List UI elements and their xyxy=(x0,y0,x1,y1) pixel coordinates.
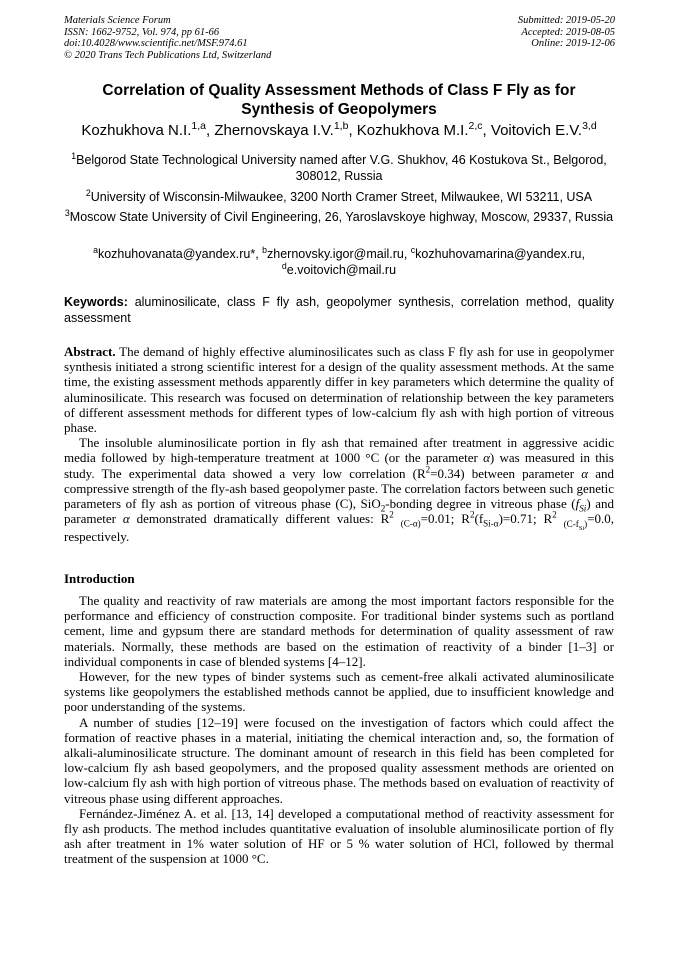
intro-paragraph: However, for the new types of binder systems such as cement-free alkali activated aluminosilicate systems like geopolymers the established methods cannot be applied, due to insufficient knowledge and poor understanding of the systems. xyxy=(64,669,614,715)
accepted-date: Accepted: 2019-08-05 xyxy=(521,26,615,38)
email-link[interactable]: kozhuhovamarina@yandex.ru xyxy=(415,247,582,261)
author-name: Zhernovskaya I.V. xyxy=(214,122,334,139)
abstract-text: -bonding degree in vitreous phase ( xyxy=(385,496,576,512)
author-name: Kozhukhova M.I. xyxy=(356,122,469,139)
keywords-label: Keywords: xyxy=(64,295,128,309)
abstract-text: demonstrated dramatically different values: R xyxy=(129,511,390,527)
issn-line: ISSN: 1662-9752, Vol. 974, pp 61-66 xyxy=(64,26,220,38)
affiliation-num: 2 xyxy=(85,187,91,198)
copyright-line: © 2020 Trans Tech Publications Ltd, Switzerland xyxy=(64,49,272,61)
abstract-text: ) was measured in this study. The experimental data showed a very low correlation (R xyxy=(64,450,614,481)
affiliation-num: 3 xyxy=(64,207,70,218)
author-sup: 1,a xyxy=(191,120,206,132)
affiliation-text: University of Wisconsin-Milwaukee, 3200 North Cramer Street, Milwaukee, WI 53211, USA xyxy=(90,190,593,204)
keywords-text: aluminosilicate, class F fly ash, geopolymer synthesis, correlation method, quality assessment xyxy=(64,295,614,325)
affiliation-1 xyxy=(64,152,614,184)
paper-title: Correlation of Quality Assessment Methods of Class F Fly as for Synthesis of Geopolymers xyxy=(102,82,576,118)
online-date: Online: 2019-12-06 xyxy=(531,38,615,49)
email-list: $^a$kozhuhovanata@yandex.ru*, $^b$zhernovsky.igor@mail.ru, $^c$kozhuhovamarina@yandex.ru, $^d$e.voitovich@mail.ru xyxy=(93,244,585,277)
affiliation-2 xyxy=(64,189,614,205)
abstract-text: and compressive strength of the fly-ash based geopolymer paste. The correlation factors between such genetic parameters of fly ash as portion of vitreous phase (C), SiO xyxy=(64,465,614,512)
submitted-date: Submitted: 2019-05-20 xyxy=(517,15,615,26)
journal-name: Materials Science Forum xyxy=(64,15,171,26)
abstract-text: The demand of highly effective aluminosilicates such as class F fly ash for use in geopolymer synthesis initiated a strong scientific interest for a design of the quality assessment methods. At the same time, the existing assessment methods apparently differ in key parameters which determine the quality of aluminosilicate. This research was focused on determination of relationship between the key parameters of different assessment methods for different types of low-calcium fly ash with high portion of vitreous phase. xyxy=(64,344,615,436)
email-link[interactable]: zhernovsky.igor@mail.ru xyxy=(267,247,404,261)
author-name: Voitovich E.V. xyxy=(490,122,583,139)
author-sup: 3,d xyxy=(582,120,597,132)
abstract-paragraph-1 xyxy=(64,344,614,435)
dates-info xyxy=(518,15,615,50)
affiliation-num: 1 xyxy=(71,150,77,161)
affiliation-text: Belgorod State Technological University named after V.G. Shukhov, 46 Kostukova St., Belgorod, 308012, Russia xyxy=(76,153,607,183)
abstract-text: ) and parameter xyxy=(64,496,614,527)
keywords xyxy=(64,294,614,326)
intro-paragraph: Fernández-Jiménez A. et al. [13, 14] developed a computational method of reactivity assessment for fly ash products. The method includes quantitative evaluation of insoluble aluminosilicate portion of fly ash after treatment in 1% water solution of HF or 5 % water solution of HCl, followed by thermal treatment of the suspension at 1000 °C. xyxy=(64,805,614,867)
affiliation-3 xyxy=(64,209,614,225)
section-heading: Introduction xyxy=(64,571,135,586)
author-sup: 2,c xyxy=(468,120,483,132)
email-link[interactable]: e.voitovich@mail.ru xyxy=(286,263,397,277)
abstract-text: The insoluble aluminosilicate portion in fly ash that remained after treatment in aggressive acidic media followed by high-temperature treatment at 1000 °C (or the parameter xyxy=(64,435,614,466)
introduction xyxy=(64,593,614,867)
author-sup: 1,b xyxy=(333,120,349,132)
intro-paragraph: The quality and reactivity of raw materials are among the most important factors responsible for the performance and efficiency of construction composite. For traditional binder systems such as portland cement, lime and gypsum there are standard methods for determination of quality assessment of raw materials. Normally, these methods are based on the estimation of reactivity of a binder [1–3] or individual components in case of blended systems [4–12]. xyxy=(64,593,614,669)
author-list: Kozhukhova N.I.$^{1,a}$, Zhernovskaya I.V.$^{1,b}$, Kozhukhova M.I.$^{2,c}$, Voitovich E.V.$^{3,d}$ xyxy=(81,120,597,139)
abstract-text: =0.71; R xyxy=(502,511,553,527)
intro-paragraph: A number of studies [12–19] were focused on the investigation of factors which could affect the formation of reactive phases in a material, initiating the chemical interaction and, so, the formation of alkali-aluminosilicate structure. The dominant amount of research in this field has been completed for low-calcium fly ash based geopolymers, and the proposed quality assessment methods are oriented on low-calcium fly ash with high portion of vitreous phase. The methods based on evaluation of reactivity of vitreous phase using different approaches. xyxy=(64,714,614,806)
abstract xyxy=(64,344,614,544)
abstract-text: =0.34) between parameter xyxy=(430,465,582,481)
abstract-label: Abstract. xyxy=(64,344,116,359)
abstract-text: =0.01; R xyxy=(420,511,470,527)
author-name: Kozhukhova N.I. xyxy=(81,122,192,139)
journal-info xyxy=(64,15,271,61)
abstract-text: =0.0, respectively. xyxy=(64,511,614,544)
abstract-paragraph-2: The insoluble aluminosilicate portion in fly ash that remained after treatment in aggressive acidic media followed by high-temperature treatment at 1000 °C (or the parameter α) was measured in this study. The experimental data showed a very low correlation $(R^2=0.34)$ between parameter α and compressive strength of the fly-ash based geopolymer paste. The correlation factors between such genetic parameters of fly ash as portion of vitreous phase (C), SiO$_2$-bonding degree in vitreous phase $(f_{Si})$ and parameter α demonstrated dramatically different values: $R^2$ $_{(C-\alpha)}$=0.01; $R^2(f_{Si-\alpha})=0.71$; $R^2$ $_{(C-f_{Si})}$=0.0, respectively. xyxy=(64,435,614,544)
affiliation-text: Moscow State University of Civil Engineering, 26, Yaroslavskoye highway, Moscow, 29337, Russia xyxy=(69,210,614,224)
email-link[interactable]: kozhuhovanata@yandex.ru* xyxy=(97,247,256,261)
doi-line: doi:10.4028/www.scientific.net/MSF.974.61 xyxy=(64,38,248,49)
